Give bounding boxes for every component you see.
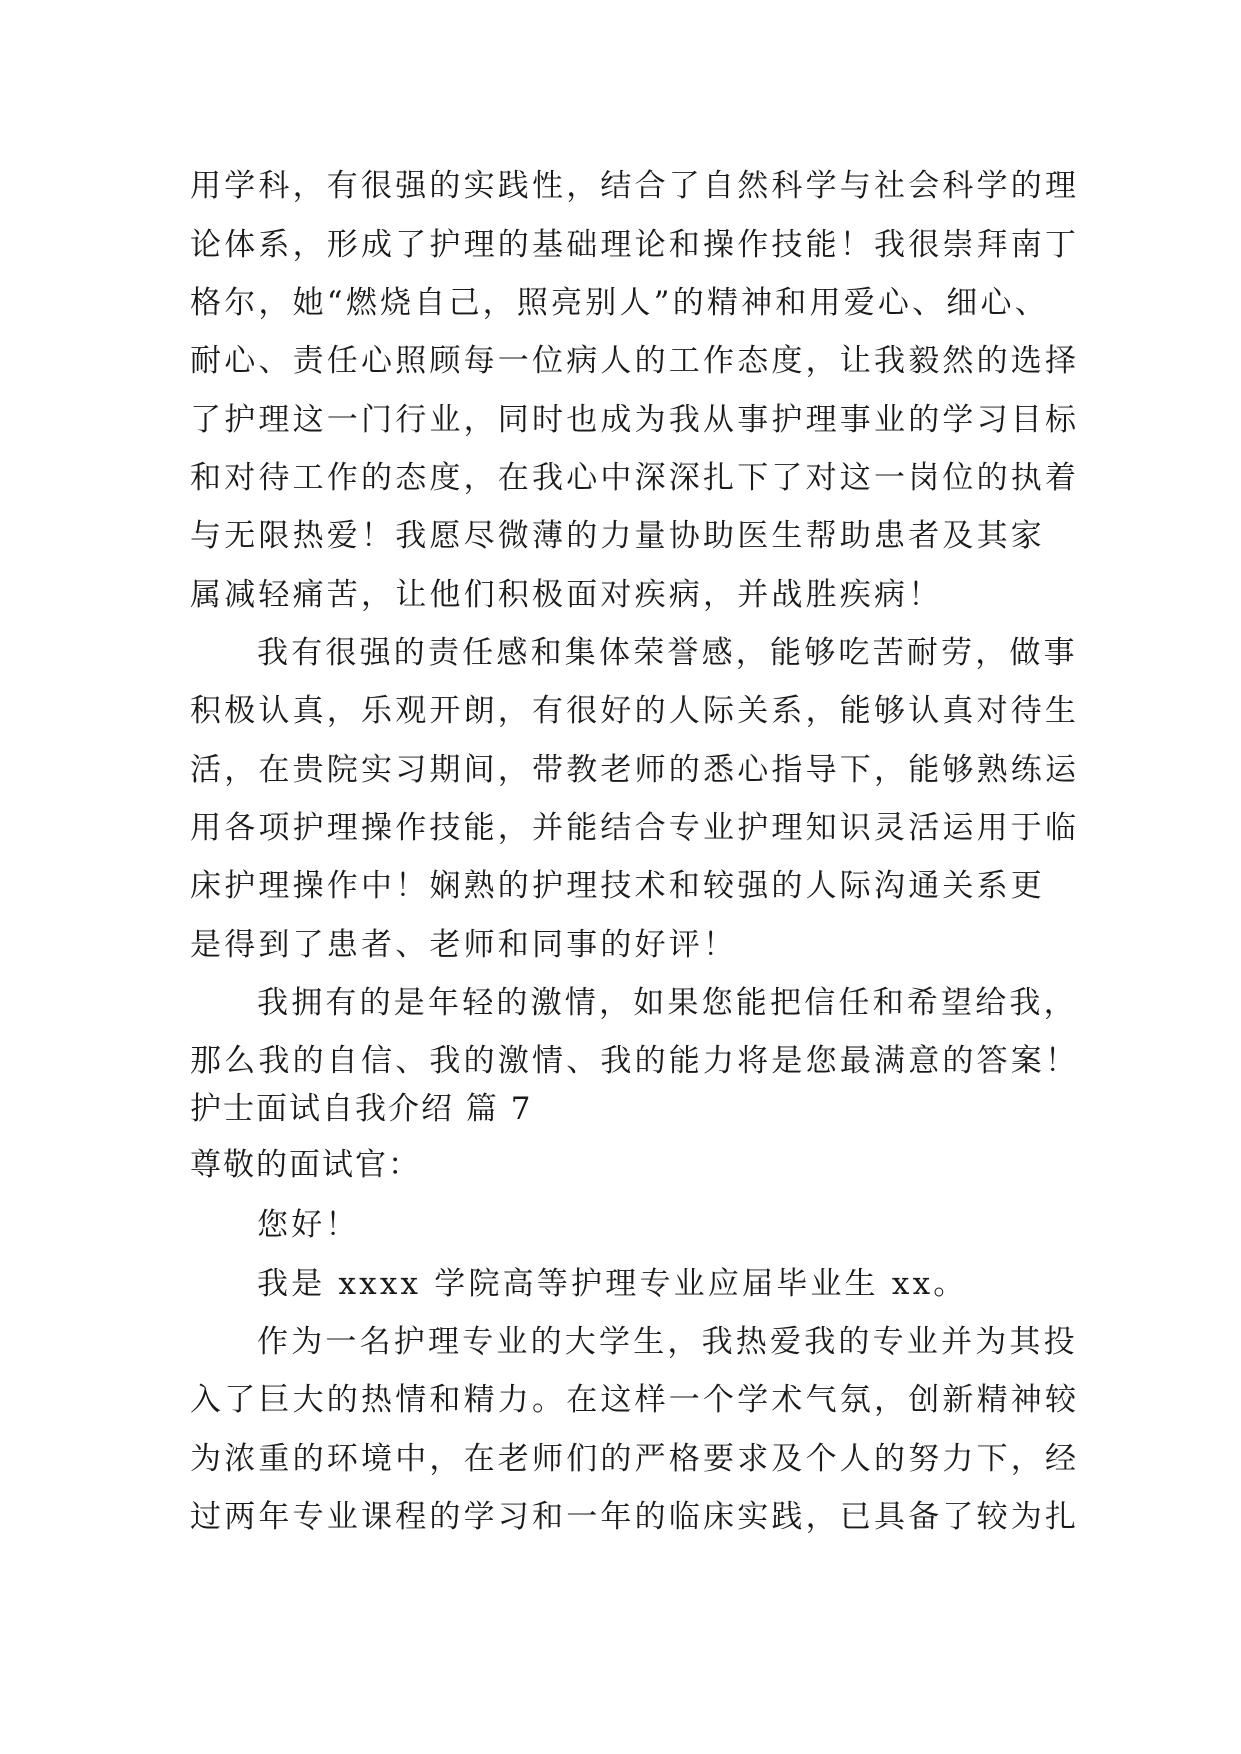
greeting: 您好！: [257, 1207, 360, 1243]
paragraph-line: 是得到了患者、老师和同事的好评！: [190, 927, 738, 963]
paragraph-line: 和对待工作的态度，在我心中深深扎下了对这一岗位的执着: [190, 460, 1080, 496]
section-heading: 护士面试自我介绍 篇 7: [190, 1091, 533, 1127]
paragraph-line: 作为一名护理专业的大学生，我热爱我的专业并为其投: [257, 1324, 1078, 1360]
paragraph-line: 耐心、责任心照顾每一位病人的工作态度，让我毅然的选择: [190, 343, 1080, 379]
paragraph-line: 为浓重的环境中，在老师们的严格要求及个人的努力下，经: [190, 1441, 1080, 1477]
paragraph-line: 入了巨大的热情和精力。在这样一个学术气氛，创新精神较: [190, 1382, 1080, 1418]
paragraph-line: 那么我的自信、我的激情、我的能力将是您最满意的答案！: [190, 1043, 1080, 1079]
paragraph-line: 属减轻痛苦，让他们积极面对疾病，并战胜疾病！: [190, 577, 943, 613]
paragraph-line: 过两年专业课程的学习和一年的临床实践，已具备了较为扎: [190, 1499, 1080, 1535]
paragraph-line: 用各项护理操作技能，并能结合专业护理知识灵活运用于临: [190, 810, 1080, 846]
paragraph-line: 了护理这一门行业，同时也成为我从事护理事业的学习目标: [190, 402, 1080, 438]
paragraph-line: 格尔，她“燃烧自己，照亮别人”的精神和用爱心、细心、: [190, 285, 1049, 321]
paragraph-line: 我是 xxxx 学院高等护理专业应届毕业生 xx。: [257, 1266, 968, 1302]
paragraph-line: 与无限热爱！我愿尽微薄的力量协助医生帮助患者及其家: [190, 518, 1045, 554]
paragraph-line: 论体系，形成了护理的基础理论和操作技能！我很崇拜南丁: [190, 227, 1080, 263]
salutation: 尊敬的面试官：: [190, 1147, 421, 1183]
paragraph-line: 活，在贵院实习期间，带教老师的悉心指导下，能够熟练运: [190, 752, 1080, 788]
paragraph-line: 积极认真，乐观开朗，有很好的人际关系，能够认真对待生: [190, 693, 1080, 729]
paragraph-line: 我拥有的是年轻的激情，如果您能把信任和希望给我，: [257, 985, 1078, 1021]
paragraph-line: 用学科，有很强的实践性，结合了自然科学与社会科学的理: [190, 168, 1080, 204]
paragraph-line: 我有很强的责任感和集体荣誉感，能够吃苦耐劳，做事: [257, 635, 1078, 671]
paragraph-line: 床护理操作中！娴熟的护理技术和较强的人际沟通关系更: [190, 868, 1045, 904]
